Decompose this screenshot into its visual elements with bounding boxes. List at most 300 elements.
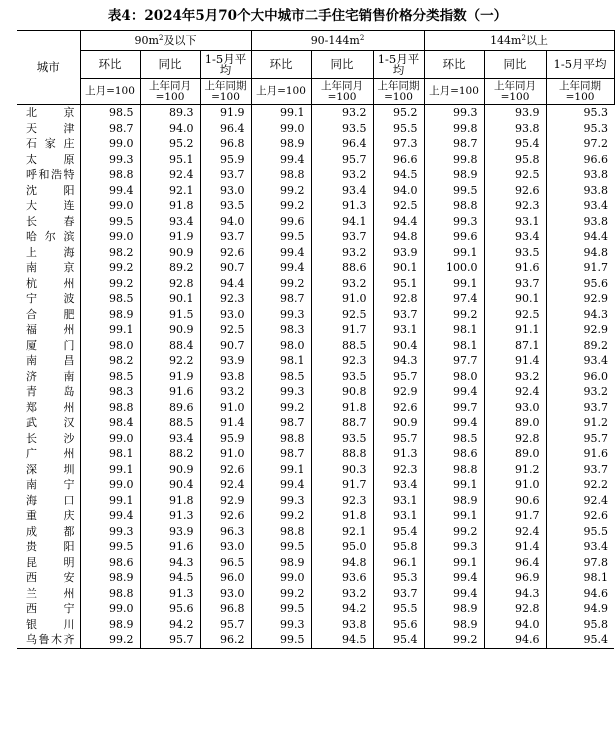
- value-cell: 91.4: [484, 353, 546, 369]
- value-cell: 91.2: [546, 415, 614, 431]
- value-cell: 98.9: [80, 617, 140, 633]
- base-header-row: [17, 79, 614, 105]
- value-cell: 93.7: [484, 276, 546, 292]
- value-cell: 96.1: [373, 555, 424, 571]
- value-cell: 94.4: [546, 229, 614, 245]
- table-row: [17, 431, 614, 447]
- value-cell: 90.1: [373, 260, 424, 276]
- value-cell: 93.8: [200, 369, 251, 385]
- value-cell: 88.6: [311, 260, 373, 276]
- value-cell: 99.4: [424, 586, 484, 602]
- base-header: 上年同月=100: [311, 79, 373, 105]
- value-cell: 99.4: [80, 508, 140, 524]
- value-cell: 92.8: [373, 291, 424, 307]
- table-row: [17, 245, 614, 261]
- base-header: 上月=100: [424, 79, 484, 105]
- value-cell: 98.3: [80, 384, 140, 400]
- value-cell: 92.9: [546, 322, 614, 338]
- table-row: [17, 291, 614, 307]
- value-cell: 93.5: [311, 369, 373, 385]
- value-cell: 99.1: [424, 508, 484, 524]
- value-cell: 95.8: [546, 617, 614, 633]
- value-cell: 98.2: [80, 353, 140, 369]
- value-cell: 96.4: [200, 121, 251, 137]
- city-cell: 南京: [26, 261, 75, 275]
- value-cell: 99.1: [251, 462, 311, 478]
- value-cell: 98.8: [251, 431, 311, 447]
- value-cell: 93.0: [200, 307, 251, 323]
- value-cell: 95.8: [484, 152, 546, 168]
- value-cell: 94.8: [311, 555, 373, 571]
- value-cell: 91.0: [200, 446, 251, 462]
- value-cell: 93.2: [311, 586, 373, 602]
- city-cell: 兰州: [26, 586, 75, 600]
- value-cell: 98.5: [80, 291, 140, 307]
- value-cell: 91.3: [373, 446, 424, 462]
- value-cell: 99.2: [424, 307, 484, 323]
- value-cell: 96.4: [484, 555, 546, 571]
- value-cell: 98.5: [80, 369, 140, 385]
- value-cell: 99.0: [80, 229, 140, 245]
- table-row: [17, 617, 614, 633]
- value-cell: 93.0: [200, 183, 251, 199]
- value-cell: 90.1: [484, 291, 546, 307]
- value-cell: 94.3: [484, 586, 546, 602]
- value-cell: 93.2: [484, 369, 546, 385]
- value-cell: 90.4: [373, 338, 424, 354]
- value-cell: 88.7: [311, 415, 373, 431]
- sub-header-yoy: 同比: [311, 51, 373, 79]
- value-cell: 90.6: [484, 493, 546, 509]
- group-header-medium: $90-144m^2$: [251, 31, 424, 51]
- value-cell: 98.1: [546, 570, 614, 586]
- value-cell: 97.7: [424, 353, 484, 369]
- value-cell: 91.6: [484, 260, 546, 276]
- value-cell: 99.2: [251, 508, 311, 524]
- city-cell: 大连: [26, 199, 75, 213]
- value-cell: 96.5: [200, 555, 251, 571]
- value-cell: 92.4: [484, 524, 546, 540]
- base-header: 上月=100: [80, 79, 140, 105]
- value-cell: 90.8: [311, 384, 373, 400]
- value-cell: 94.3: [546, 307, 614, 323]
- value-cell: 99.3: [424, 539, 484, 555]
- city-cell: 西安: [26, 571, 75, 585]
- value-cell: 95.4: [546, 632, 614, 648]
- sub-header-yoy: 同比: [484, 51, 546, 79]
- value-cell: 98.5: [80, 105, 140, 121]
- base-header: 上月=100: [251, 79, 311, 105]
- value-cell: 93.2: [546, 384, 614, 400]
- city-cell: 贵阳: [26, 540, 75, 554]
- city-cell: 沈阳: [26, 183, 75, 197]
- value-cell: 92.2: [546, 477, 614, 493]
- value-cell: 99.0: [80, 431, 140, 447]
- value-cell: 91.3: [140, 586, 200, 602]
- value-cell: 91.9: [200, 105, 251, 121]
- value-cell: 96.6: [546, 152, 614, 168]
- city-cell: 广州: [26, 447, 75, 461]
- value-cell: 94.3: [373, 353, 424, 369]
- value-cell: 93.8: [484, 121, 546, 137]
- value-cell: 96.9: [484, 570, 546, 586]
- value-cell: 93.2: [200, 384, 251, 400]
- value-cell: 93.0: [200, 586, 251, 602]
- value-cell: 93.8: [546, 214, 614, 230]
- value-cell: 99.8: [424, 121, 484, 137]
- value-cell: 98.7: [251, 291, 311, 307]
- value-cell: 98.9: [80, 307, 140, 323]
- value-cell: 100.0: [424, 260, 484, 276]
- value-cell: 95.3: [546, 121, 614, 137]
- table-row: [17, 508, 614, 524]
- value-cell: 91.0: [311, 291, 373, 307]
- value-cell: 93.5: [484, 245, 546, 261]
- value-cell: 98.1: [424, 338, 484, 354]
- value-cell: 93.4: [484, 229, 546, 245]
- value-cell: 93.1: [373, 493, 424, 509]
- table-row: [17, 198, 614, 214]
- value-cell: 92.8: [484, 431, 546, 447]
- table-row: [17, 415, 614, 431]
- value-cell: 94.8: [373, 229, 424, 245]
- city-cell: 长春: [26, 214, 75, 228]
- value-cell: 88.5: [311, 338, 373, 354]
- value-cell: 95.1: [373, 276, 424, 292]
- city-cell: 长沙: [26, 431, 75, 445]
- value-cell: 99.3: [80, 152, 140, 168]
- value-cell: 93.9: [484, 105, 546, 121]
- value-cell: 99.4: [251, 245, 311, 261]
- table-row: [17, 477, 614, 493]
- sub-header-mom: 环比: [424, 51, 484, 79]
- price-index-table: [17, 30, 615, 649]
- value-cell: 93.5: [311, 121, 373, 137]
- value-cell: 91.7: [546, 260, 614, 276]
- value-cell: 98.2: [80, 245, 140, 261]
- value-cell: 97.4: [424, 291, 484, 307]
- value-cell: 92.3: [373, 462, 424, 478]
- table-row: [17, 167, 614, 183]
- value-cell: 99.4: [251, 477, 311, 493]
- value-cell: 95.4: [373, 632, 424, 648]
- city-header: 城市: [17, 31, 80, 105]
- value-cell: 92.6: [484, 183, 546, 199]
- value-cell: 97.2: [546, 136, 614, 152]
- value-cell: 98.4: [80, 415, 140, 431]
- value-cell: 93.9: [140, 524, 200, 540]
- table-body: [17, 105, 614, 649]
- value-cell: 96.0: [546, 369, 614, 385]
- value-cell: 91.0: [484, 477, 546, 493]
- value-cell: 91.6: [546, 446, 614, 462]
- table-row: [17, 446, 614, 462]
- sub-header-avg: 1-5月平均: [373, 51, 424, 79]
- sub-header-mom: 环比: [251, 51, 311, 79]
- value-cell: 94.4: [200, 276, 251, 292]
- value-cell: 99.5: [251, 539, 311, 555]
- table-row: [17, 400, 614, 416]
- city-cell: 济南: [26, 369, 75, 383]
- value-cell: 93.2: [311, 245, 373, 261]
- value-cell: 92.4: [200, 477, 251, 493]
- value-cell: 95.6: [373, 617, 424, 633]
- value-cell: 99.3: [251, 384, 311, 400]
- value-cell: 95.7: [311, 152, 373, 168]
- value-cell: 92.3: [484, 198, 546, 214]
- city-cell: 海口: [26, 493, 75, 507]
- value-cell: 92.1: [140, 183, 200, 199]
- base-header: 上年同期=100: [546, 79, 614, 105]
- value-cell: 99.6: [251, 214, 311, 230]
- value-cell: 92.6: [200, 508, 251, 524]
- value-cell: 91.6: [140, 384, 200, 400]
- table-row: [17, 369, 614, 385]
- city-cell: 呼和浩特: [26, 168, 75, 182]
- value-cell: 92.2: [140, 353, 200, 369]
- value-cell: 91.7: [311, 477, 373, 493]
- value-cell: 99.2: [251, 276, 311, 292]
- value-cell: 95.7: [140, 632, 200, 648]
- value-cell: 93.2: [311, 105, 373, 121]
- value-cell: 91.1: [484, 322, 546, 338]
- value-cell: 99.2: [80, 632, 140, 648]
- value-cell: 89.0: [484, 446, 546, 462]
- value-cell: 93.4: [373, 477, 424, 493]
- value-cell: 96.3: [200, 524, 251, 540]
- value-cell: 91.5: [140, 307, 200, 323]
- value-cell: 99.6: [424, 229, 484, 245]
- value-cell: 98.8: [251, 524, 311, 540]
- value-cell: 94.2: [140, 617, 200, 633]
- table-row: [17, 524, 614, 540]
- value-cell: 90.9: [140, 245, 200, 261]
- value-cell: 93.7: [200, 167, 251, 183]
- value-cell: 99.3: [251, 617, 311, 633]
- value-cell: 99.2: [424, 524, 484, 540]
- value-cell: 93.7: [200, 229, 251, 245]
- value-cell: 98.0: [251, 338, 311, 354]
- table-row: [17, 555, 614, 571]
- value-cell: 98.8: [80, 400, 140, 416]
- value-cell: 94.9: [546, 601, 614, 617]
- value-cell: 98.9: [424, 601, 484, 617]
- group-header-small: $90m^2$及以下: [80, 31, 251, 51]
- value-cell: 92.5: [484, 307, 546, 323]
- value-cell: 89.3: [140, 105, 200, 121]
- value-cell: 99.2: [424, 632, 484, 648]
- value-cell: 94.3: [140, 555, 200, 571]
- value-cell: 90.1: [140, 291, 200, 307]
- city-cell: 上海: [26, 245, 75, 259]
- value-cell: 98.8: [251, 167, 311, 183]
- table-row: [17, 136, 614, 152]
- value-cell: 94.2: [311, 601, 373, 617]
- value-cell: 92.6: [546, 508, 614, 524]
- table-row: [17, 105, 614, 121]
- value-cell: 98.8: [424, 462, 484, 478]
- city-cell: 南宁: [26, 478, 75, 492]
- city-cell: 北京: [26, 106, 75, 120]
- value-cell: 98.6: [80, 555, 140, 571]
- value-cell: 96.8: [200, 136, 251, 152]
- city-cell: 成都: [26, 524, 75, 538]
- value-cell: 91.6: [140, 539, 200, 555]
- value-cell: 98.9: [251, 555, 311, 571]
- table-row: [17, 260, 614, 276]
- value-cell: 91.2: [484, 462, 546, 478]
- value-cell: 93.1: [373, 508, 424, 524]
- value-cell: 95.3: [373, 570, 424, 586]
- value-cell: 93.2: [311, 167, 373, 183]
- table-row: [17, 322, 614, 338]
- value-cell: 92.5: [484, 167, 546, 183]
- city-cell: 福州: [26, 323, 75, 337]
- value-cell: 99.1: [80, 462, 140, 478]
- city-cell: 银川: [26, 617, 75, 631]
- value-cell: 95.7: [200, 617, 251, 633]
- value-cell: 99.1: [424, 477, 484, 493]
- value-cell: 92.9: [200, 493, 251, 509]
- value-cell: 92.5: [373, 198, 424, 214]
- value-cell: 91.7: [311, 322, 373, 338]
- value-cell: 90.9: [373, 415, 424, 431]
- value-cell: 93.4: [311, 183, 373, 199]
- value-cell: 99.4: [80, 183, 140, 199]
- table-row: [17, 152, 614, 168]
- base-header: 上年同期=100: [200, 79, 251, 105]
- value-cell: 93.7: [546, 400, 614, 416]
- value-cell: 99.3: [80, 524, 140, 540]
- value-cell: 99.0: [80, 477, 140, 493]
- value-cell: 95.9: [200, 431, 251, 447]
- value-cell: 99.4: [251, 152, 311, 168]
- value-cell: 93.4: [140, 214, 200, 230]
- value-cell: 92.4: [546, 493, 614, 509]
- value-cell: 94.5: [373, 167, 424, 183]
- value-cell: 91.8: [140, 493, 200, 509]
- value-cell: 99.2: [251, 183, 311, 199]
- value-cell: 99.3: [424, 105, 484, 121]
- city-cell: 哈尔滨: [26, 230, 75, 244]
- value-cell: 92.3: [311, 353, 373, 369]
- value-cell: 91.8: [140, 198, 200, 214]
- table-row: [17, 493, 614, 509]
- base-header: 上年同月=100: [140, 79, 200, 105]
- value-cell: 98.1: [424, 322, 484, 338]
- value-cell: 89.0: [484, 415, 546, 431]
- value-cell: 95.0: [311, 539, 373, 555]
- value-cell: 92.6: [200, 245, 251, 261]
- value-cell: 94.8: [546, 245, 614, 261]
- value-cell: 99.0: [251, 570, 311, 586]
- value-cell: 91.4: [200, 415, 251, 431]
- value-cell: 91.9: [140, 229, 200, 245]
- value-cell: 99.2: [251, 400, 311, 416]
- value-cell: 91.9: [140, 369, 200, 385]
- value-cell: 88.5: [140, 415, 200, 431]
- value-cell: 92.4: [484, 384, 546, 400]
- value-cell: 93.7: [311, 229, 373, 245]
- city-cell: 深圳: [26, 462, 75, 476]
- value-cell: 98.1: [251, 353, 311, 369]
- value-cell: 90.7: [200, 338, 251, 354]
- table-row: [17, 632, 614, 648]
- value-cell: 91.8: [311, 400, 373, 416]
- value-cell: 95.2: [373, 105, 424, 121]
- value-cell: 93.1: [373, 322, 424, 338]
- value-cell: 94.4: [373, 214, 424, 230]
- value-cell: 98.7: [251, 415, 311, 431]
- value-cell: 93.4: [546, 198, 614, 214]
- value-cell: 95.5: [373, 121, 424, 137]
- value-cell: 98.3: [251, 322, 311, 338]
- value-cell: 99.0: [80, 136, 140, 152]
- value-cell: 91.4: [484, 539, 546, 555]
- value-cell: 92.9: [546, 291, 614, 307]
- value-cell: 94.5: [140, 570, 200, 586]
- value-cell: 92.5: [311, 307, 373, 323]
- sub-header-avg: 1-5月平均: [546, 51, 614, 79]
- city-cell: 太原: [26, 152, 75, 166]
- value-cell: 98.9: [424, 493, 484, 509]
- city-cell: 郑州: [26, 400, 75, 414]
- value-cell: 93.6: [311, 570, 373, 586]
- value-cell: 90.3: [311, 462, 373, 478]
- value-cell: 99.1: [424, 555, 484, 571]
- value-cell: 99.0: [80, 601, 140, 617]
- value-cell: 93.7: [546, 462, 614, 478]
- value-cell: 93.9: [200, 353, 251, 369]
- value-cell: 98.9: [80, 570, 140, 586]
- value-cell: 89.2: [140, 260, 200, 276]
- value-cell: 92.8: [140, 276, 200, 292]
- value-cell: 99.1: [424, 276, 484, 292]
- city-cell: 西宁: [26, 602, 75, 616]
- value-cell: 98.9: [251, 136, 311, 152]
- value-cell: 99.3: [424, 214, 484, 230]
- sub-header-avg: 1-5月平均: [200, 51, 251, 79]
- value-cell: 89.2: [546, 338, 614, 354]
- value-cell: 91.0: [200, 400, 251, 416]
- city-cell: 杭州: [26, 276, 75, 290]
- table-row: [17, 121, 614, 137]
- value-cell: 99.4: [251, 260, 311, 276]
- value-cell: 91.3: [140, 508, 200, 524]
- table-row: [17, 307, 614, 323]
- table-row: [17, 229, 614, 245]
- value-cell: 95.6: [140, 601, 200, 617]
- value-cell: 98.5: [424, 431, 484, 447]
- value-cell: 98.8: [80, 586, 140, 602]
- value-cell: 92.3: [311, 493, 373, 509]
- value-cell: 95.5: [373, 601, 424, 617]
- value-cell: 98.5: [251, 369, 311, 385]
- value-cell: 94.0: [373, 183, 424, 199]
- value-cell: 99.5: [80, 539, 140, 555]
- value-cell: 91.7: [484, 508, 546, 524]
- value-cell: 99.2: [251, 586, 311, 602]
- table-row: [17, 384, 614, 400]
- city-cell: 石家庄: [26, 137, 75, 151]
- table-title: 表4：2024年5月70个大中城市二手住宅销售价格分类指数（一）: [107, 8, 508, 24]
- table-row: [17, 353, 614, 369]
- value-cell: 93.1: [484, 214, 546, 230]
- sub-header-row: [17, 51, 614, 79]
- value-cell: 92.1: [311, 524, 373, 540]
- value-cell: 99.7: [424, 400, 484, 416]
- value-cell: 99.1: [251, 105, 311, 121]
